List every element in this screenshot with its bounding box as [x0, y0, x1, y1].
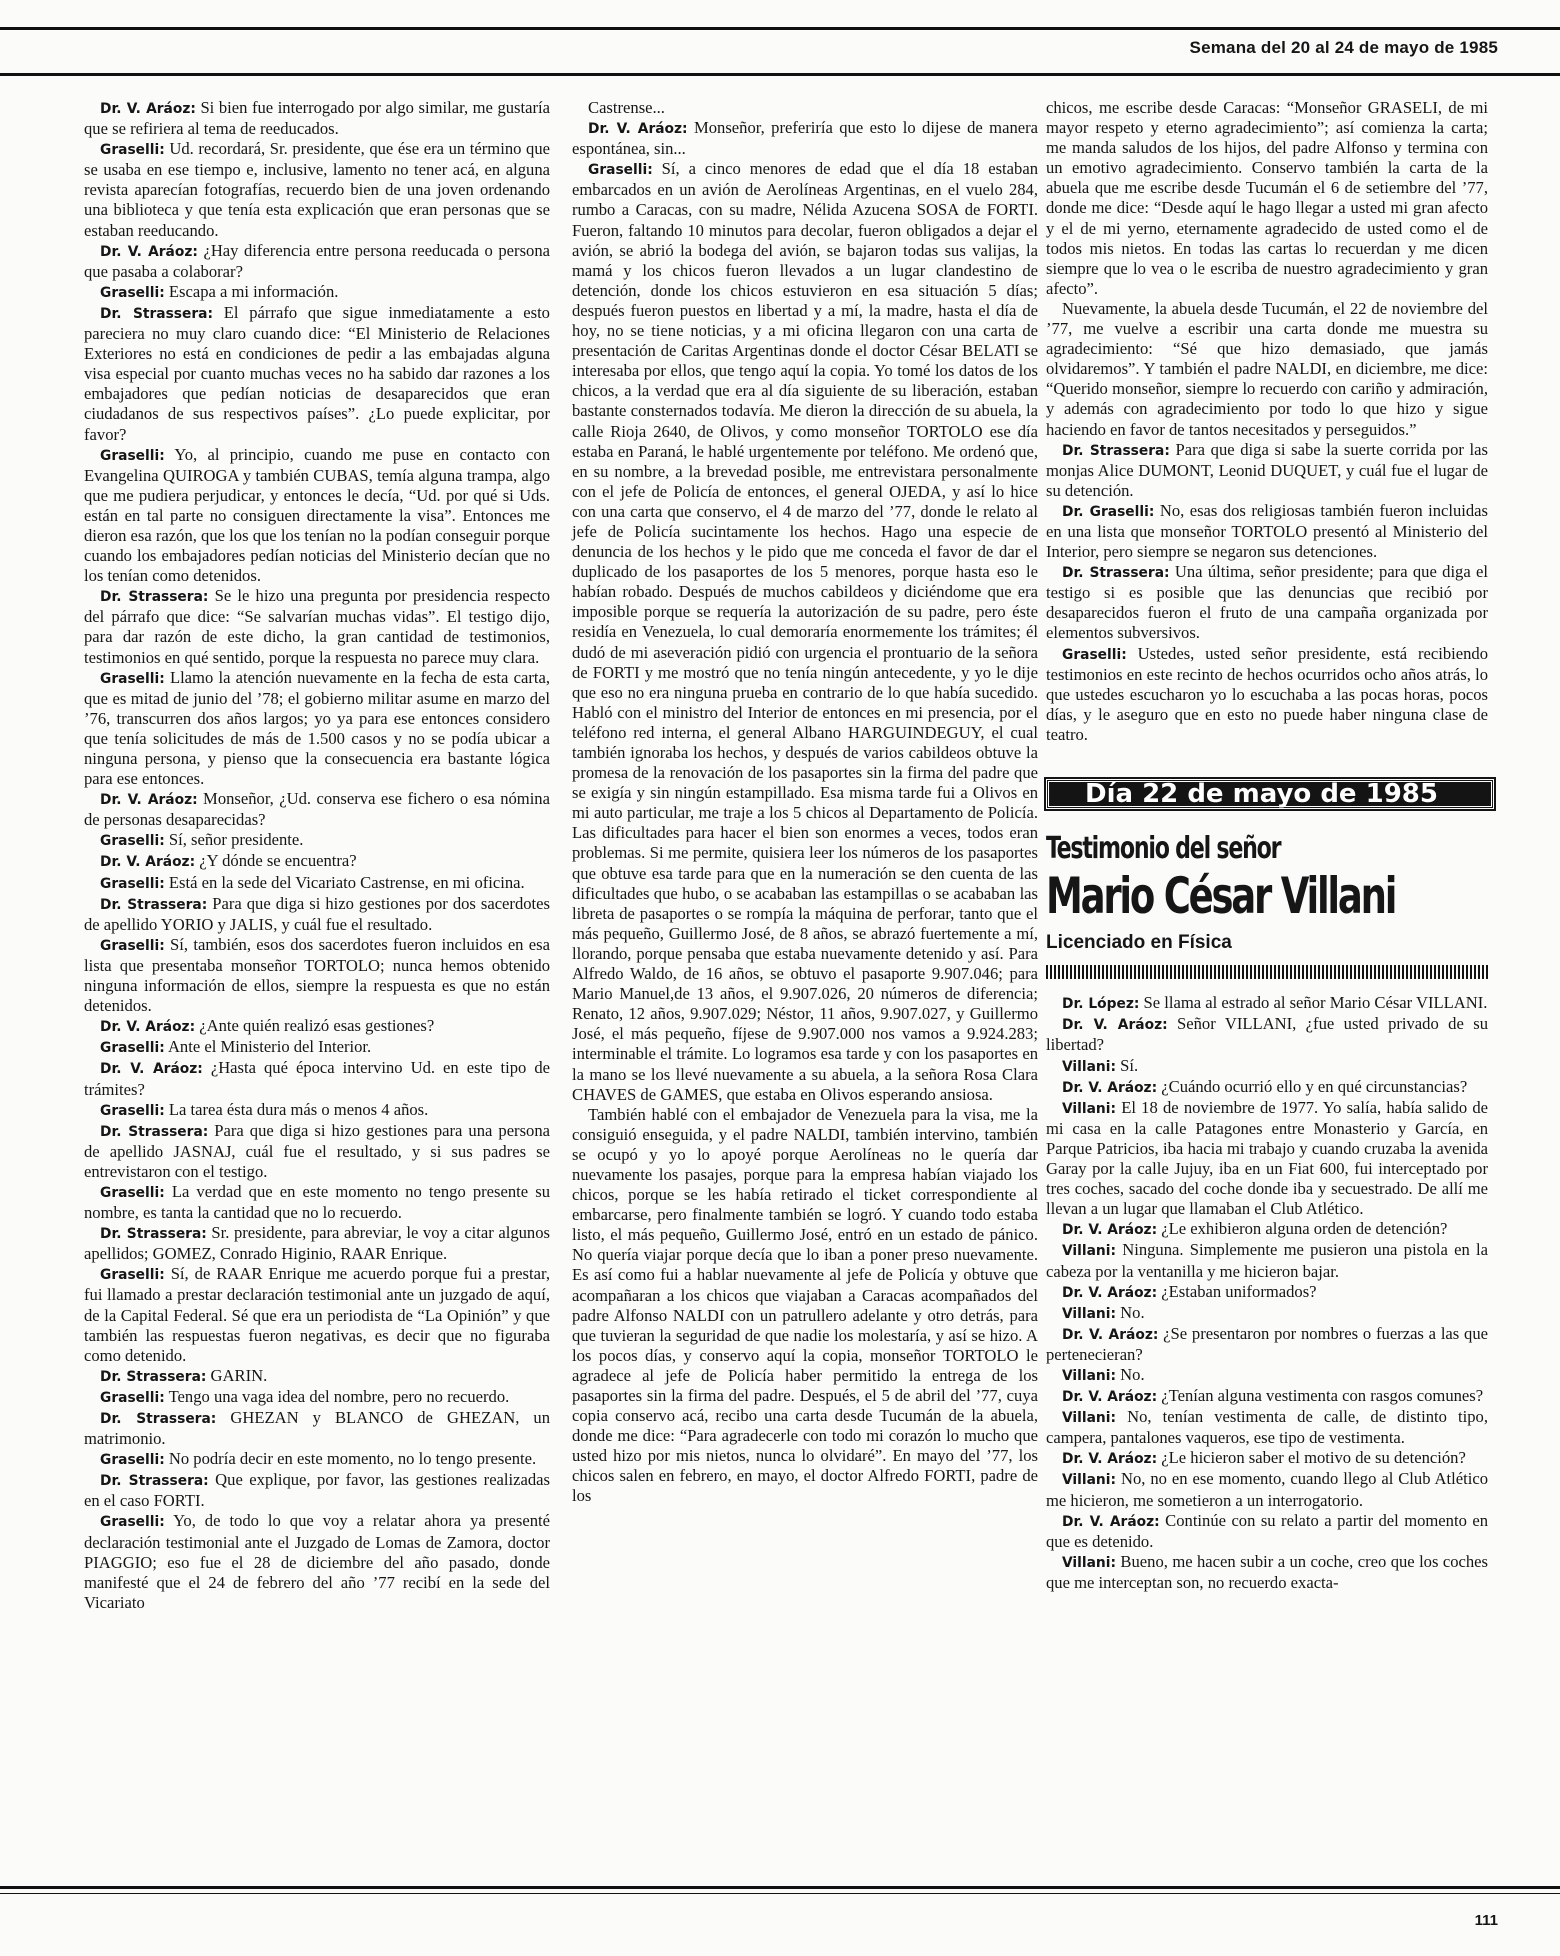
paragraph-text: Se llama al estrado al señor Mario César VILLANI. — [1139, 993, 1488, 1013]
witness-title: Licenciado en Física — [1046, 932, 1232, 954]
paragraph-text: El párrafo que sigue inmediatamente a esto pareciera no muy claro cuando dice: “El Ministerio de Relaciones Exteriores no está en condiciones de pedir a las embajadas alguna visa especial por cuanto muchas veces no ha sabido dar razones a los embajadores que pedían noticias de desaparecidos que eran ciudadanos de sus respectivos países”. ¿Lo puede explicitar, por favor? — [84, 302, 550, 444]
speaker-label: Dr. V. Aráoz: — [1062, 1451, 1158, 1468]
paragraph — [84, 1037, 550, 1058]
speaker-label: Dr. V. Aráoz: — [1062, 1079, 1158, 1096]
speaker-label: Villani: — [1062, 1410, 1117, 1427]
speaker-label: Graselli: — [100, 833, 165, 850]
paragraph-text: Monseñor, preferiría que esto lo dijese de manera espontánea, sin... — [572, 118, 1038, 159]
paragraph-text: Yo, al principio, cuando me puse en contacto con Evangelina QUIROGA y también CUBAS, temía alguna trampa, algo que me pudiera perjudicar, y entonces le decía, “Ud. por qué si Uds. están en tal parte no consiguen directamente la visa”. Entonces me dieron esa razón, que los que los tenían no la podían conseguir porque cuando los embajadores pedían noticias del Ministerio decían que no los tenían como detenidos. — [84, 444, 550, 586]
paragraph-text: GARIN. — [206, 1365, 268, 1385]
running-head: Semana del 20 al 24 de mayo de 1985 — [1189, 38, 1498, 57]
paragraph-text: Para que diga si hizo gestiones por dos sacerdotes de apellido YORIO y JALIS, y cuál fue el resultado. — [84, 893, 550, 934]
paragraph-text: No, no en ese momento, cuando llego al Club Atlético me hicieron, me sometieron a un interrogatorio. — [1046, 1469, 1488, 1510]
paragraph — [1046, 501, 1488, 562]
column-3-lower — [1046, 993, 1488, 1593]
paragraph — [1046, 1303, 1488, 1324]
speaker-label: Graselli: — [100, 1040, 165, 1057]
paragraph-text: ¿Se presentaron por nombres o fuerzas a las que pertenecieran? — [1046, 1323, 1488, 1364]
paragraph-text: ¿Tenían alguna vestimenta con rasgos comunes? — [1157, 1386, 1484, 1406]
paragraph — [1046, 440, 1488, 501]
speaker-label: Dr. V. Aráoz: — [100, 792, 198, 809]
paragraph — [1046, 299, 1488, 440]
speaker-label: Graselli: — [100, 1452, 165, 1469]
paragraph-text: Para que diga si sabe la suerte corrida por las monjas Alice DUMONT, Leonid DUQUET, y cuál fue el lugar de su detención. — [1046, 439, 1488, 500]
speaker-label: Villani: — [1062, 1554, 1117, 1571]
paragraph-text: No, esas dos religiosas también fueron incluidas en una lista que monseñor TORTOLO presentó al Ministerio del Interior, pero siempre se negaron sus detenciones. — [1046, 500, 1489, 562]
paragraph-text: Que explique, por favor, las gestiones realizadas en el caso FORTI. — [84, 1470, 550, 1511]
paragraph — [84, 894, 550, 935]
paragraph-text: Yo, de todo lo que voy a relatar ahora ya presenté declaración testimonial ante el Juzgado de Lomas de Zamora, doctor PIAGGIO; eso fue el 28 de diciembre del año pasado, donde manifesté que el 24 de febrero del año ’77 recibí en la sede del Vicariato — [84, 1511, 550, 1612]
paragraph — [1046, 1324, 1488, 1365]
testimony-heading: Testimonio del señor — [1046, 831, 1281, 867]
speaker-label: Dr. V. Aráoz: — [100, 1061, 203, 1078]
paragraph — [84, 1016, 550, 1037]
paragraph-text: Ante el Ministerio del Interior. — [164, 1037, 372, 1057]
paragraph-text: ¿Hasta qué época intervino Ud. en este tipo de trámites? — [84, 1058, 550, 1099]
paragraph-text: Monseñor, ¿Ud. conserva ese fichero o esa nómina de personas desaparecidas? — [84, 789, 550, 830]
top-rule-thick — [0, 27, 1560, 30]
paragraph — [1046, 1077, 1488, 1098]
paragraph — [1046, 644, 1488, 745]
paragraph-text: ¿Cuándo ocurrió ello y en qué circunstancias? — [1157, 1076, 1468, 1096]
paragraph-text: Sí, también, esos dos sacerdotes fueron incluidos en esa lista que presentaba monseñor TORTOLO; nunca hemos obtenido ninguna información de ellos, siempre la respuesta es que no están detenidos. — [84, 934, 550, 1016]
paragraph — [84, 1470, 550, 1511]
paragraph-text: GHEZAN y BLANCO de GHEZAN, un matrimonio. — [84, 1408, 550, 1449]
paragraph — [1046, 1386, 1488, 1407]
paragraph — [84, 1387, 550, 1408]
paragraph-text: El 18 de noviembre de 1977. Yo salía, había salido de mi casa en la calle Patagones entre Monasterio y García, en Parque Patricios, iba hacia mi trabajo y cuando cruzaba la avenida Garay por la calle Jujuy, iba en un Fiat 600, fui interceptado por tres coches, sacado del coche donde iba y secuestrado. De allí me llevan a un lugar que llamaban el Club Atlético. — [1046, 1097, 1488, 1219]
paragraph — [572, 118, 1038, 159]
paragraph — [84, 98, 550, 139]
speaker-label: Graselli: — [100, 1514, 165, 1531]
speaker-label: Dr. V. Aráoz: — [1062, 1326, 1159, 1343]
speaker-label: Graselli: — [100, 447, 165, 464]
speaker-label: Dr. Strassera: — [100, 1123, 209, 1140]
paragraph — [1046, 1014, 1488, 1055]
paragraph — [84, 1182, 550, 1223]
footer-rule-thick — [0, 1886, 1560, 1889]
speaker-label: Dr. V. Aráoz: — [100, 243, 198, 260]
speaker-label: Dr. V. Aráoz: — [1062, 1222, 1158, 1239]
paragraph-text: No podría decir en este momento, no lo tengo presente. — [164, 1449, 537, 1469]
speaker-label: Graselli: — [588, 162, 653, 179]
speaker-label: Dr. V. Aráoz: — [588, 121, 688, 138]
speaker-label: Graselli: — [100, 1389, 165, 1406]
paragraph-text: Sr. presidente, para abreviar, le voy a citar algunos apellidos; GOMEZ, Conrado Higinio, RAAR Enrique. — [84, 1223, 550, 1264]
speaker-label: Dr. V. Aráoz: — [1062, 1513, 1160, 1530]
paragraph — [1046, 1240, 1488, 1281]
text-column-1 — [84, 98, 550, 1613]
speaker-label: Dr. Strassera: — [100, 1473, 209, 1490]
speaker-label: Graselli: — [100, 1102, 165, 1119]
paragraph-text: Sí, a cinco menores de edad que el día 18 estaban embarcados en un avión de Aerolíneas Argentinas, en el vuelo 284, rumbo a Caracas, con su madre, Nélida Azucena SOSA de FORTI. Fueron, faltando 10 minutos para decolar, fueron obligados a dejar el avión, se abrió la bodega del avión, se bajaron todas sus valijas, la mamá y los chicos fueron llevados a un lugar clandestino de detención, donde los chicos estuvieron en esa situación 5 días; después fueron puestos en libertad y a mí, la madre, hasta el día de hoy, no se tiene noticias, y a mi oficina llegaron con una carta de presentación de Caritas Argentinas donde el doctor César BELATI se interesaba por ellos, que tengo aquí la copia. Yo tomé los datos de los chicos, a la verdad que era al día siguiente de su liberación, estaban bastante consternados todavía. Me dieron la dirección de su abuela, la calle Rioja 2640, de Olivos, y como monseñor TORTOLO ese día estaba en Paraná, le hablé urgentemente por teléfono. Me ordenó que, en su nombre, a la brevedad posible, me entrevistara personalmente con el jefe de Policía de entonces, el general OJEDA, y así lo hice con una carta que conservo, el 4 de marzo del ’77, donde le relato al jefe de Policía sucintamente los hechos. Hago una especie de denuncia de los hechos y le pido que me conceda el favor de dar el duplicado de los pasaportes de los 5 menores, porque hasta eso le habían robado. Después de muchos cabildeos y diciéndome que era imposible porque se requería la autorización de su padre, pero éste residía en Venezuela, lo cual demoraría enormemente los trámites; él dudó de mi aseveración pidió con urgencia el prontuario de la señora de FORTI y me mostró que no tenía ningún antecedente, y yo le dije que eso no era ninguna prueba en contrario de lo que había sucedido. Habló con el ministro del Interior de entonces en mi presencia, por el teléfono red interna, el general Albano HARGUINDEGUY, el cual también ignoraba los hechos, y después de varios cabildeos obtuve la promesa de la renovación de los pasaportes sin la firma del padre que se exigía y sin ningún estampillado. Esa misma tarde fui a Olivos en mi auto particular, me traje a los 5 chicos al Departamento de Policía. Las dificultades para hacer el bien son enormes a veces, todos eran problemas. Si me permite, quisiera leer los números de los pasaportes que obtuve esa tarde para que en la numeración se den cuenta de las dificultades que hubo, o se acababan las estampillas o se acababan las libreta de pasaportes o se rompía la máquina de perforar, tanto que el más pequeño, Guillermo José, de 8 años, se abrazó fuertemente a mí, llorando, porque pensaba que estaba nuevamente detenido y así. Para Alfredo Waldo, de 16 años, se obtuvo el pasaporte 9.907.046; para Mario Manuel,de 13 años, el 9.907.026, 20 números de diferencia; Renato, 12 años, 9.907.029; Néstor, 11 años, 9.907.027, y Guillermo José, el más pequeño, fíjese de 9.907.000 nos vamos a 9.924.283; interminable el trámite. Lo logramos esa tarde y con los pasaportes en la mano se los llevé nuevamente a su abuela, a la señora Rosa Clara CHAVES de GAMES, que estaba en Olivos esperando ansiosa. — [572, 159, 1038, 1104]
paragraph — [1046, 1552, 1488, 1593]
speaker-label: Villani: — [1062, 1472, 1117, 1489]
paragraph — [84, 445, 550, 587]
paragraph — [84, 139, 550, 240]
speaker-label: Villani: — [1062, 1100, 1117, 1117]
paragraph — [1046, 1469, 1488, 1510]
paragraph — [84, 1511, 550, 1612]
paragraph — [84, 668, 550, 790]
paragraph-text: Está en la sede del Vicariato Castrense, en mi oficina. — [164, 872, 525, 892]
paragraph — [84, 586, 550, 667]
paragraph — [1046, 1098, 1488, 1220]
witness-name: Mario César Villani — [1046, 867, 1396, 926]
speaker-label: Graselli: — [100, 284, 165, 301]
speaker-label: Dr. Strassera: — [100, 1368, 207, 1385]
speaker-label: Graselli: — [100, 670, 165, 687]
paragraph — [1046, 1219, 1488, 1240]
speaker-label: Dr. Strassera: — [1062, 565, 1170, 582]
paragraph-text: ¿Hay diferencia entre persona reeducada o persona que pasaba a colaborar? — [84, 240, 550, 281]
speaker-label: Dr. Strassera: — [100, 305, 213, 322]
speaker-label: Graselli: — [100, 937, 165, 954]
paragraph — [84, 1121, 550, 1182]
decorative-bar — [1046, 965, 1488, 979]
paragraph — [84, 1408, 550, 1449]
speaker-label: Dr. Graselli: — [1062, 503, 1155, 520]
paragraph-text: ¿Ante quién realizó esas gestiones? — [195, 1016, 435, 1036]
speaker-label: Dr. V. Aráoz: — [1062, 1389, 1158, 1406]
paragraph — [572, 98, 1038, 118]
paragraph — [84, 1264, 550, 1365]
paragraph — [1046, 1056, 1488, 1077]
speaker-label: Villani: — [1062, 1243, 1117, 1260]
speaker-label: Dr. V. Aráoz: — [1062, 1017, 1168, 1034]
paragraph — [84, 830, 550, 851]
paragraph-text: Llamo la atención nuevamente en la fecha de esta carta, que es mitad de junio del ’78; el gobierno militar asume en marzo del ’76, transcurren dos años largos; yo ya para ese entonces considero que tenía solicitudes de más de 1.500 casos y no se podía ubicar a ninguna persona, y pienso que la consecuencia era bastante lógica para ese entonces. — [84, 667, 550, 789]
speaker-label: Dr. Strassera: — [100, 589, 209, 606]
paragraph-text: Nuevamente, la abuela desde Tucumán, el 22 de noviembre del ’77, me vuelve a escribir una carta donde me muestra su agradecimiento: “Sé que hizo demasiado, que jamás olvidaremos”. Y también el padre NALDI, en diciembre, me dice: “Querido monseñor, siempre lo recuerdo con cariño y admiración, y además con agradecimiento por todo lo que hizo y sigue haciendo en favor de tantos necesitados y perseguidos.” — [1046, 298, 1488, 439]
speaker-label: Graselli: — [1062, 646, 1127, 663]
paragraph — [1046, 1365, 1488, 1386]
header-rule — [0, 73, 1560, 76]
paragraph-text: No. — [1116, 1302, 1145, 1322]
paragraph — [1046, 98, 1488, 299]
paragraph — [572, 159, 1038, 1104]
paragraph-text: Señor VILLANI, ¿fue usted privado de su libertad? — [1046, 1014, 1488, 1055]
paragraph-text: Sí, señor presidente. — [164, 830, 304, 850]
paragraph-text: La verdad que en este momento no tengo presente su nombre, es tanta la cantidad que no lo recuerdo. — [84, 1181, 550, 1223]
paragraph-text: ¿Estaban uniformados? — [1157, 1281, 1317, 1301]
speaker-label: Dr. Strassera: — [100, 1411, 217, 1427]
page-number: 111 — [1474, 1912, 1498, 1929]
paragraph-text: No. — [1116, 1364, 1145, 1384]
speaker-label: Dr. Strassera: — [1062, 442, 1170, 459]
paragraph — [84, 851, 550, 872]
paragraph — [84, 241, 550, 282]
paragraph — [84, 1100, 550, 1121]
paragraph — [1046, 562, 1488, 643]
paragraph — [1046, 1511, 1488, 1552]
speaker-label: Graselli: — [100, 142, 165, 159]
paragraph-text: ¿Le exhibieron alguna orden de detención? — [1157, 1219, 1448, 1239]
text-column-2 — [572, 98, 1038, 1507]
paragraph — [84, 1223, 550, 1264]
paragraph-text: No, tenían vestimenta de calle, de distinto tipo, campera, pantalones vaqueros, ese tipo de vestimenta. — [1046, 1407, 1488, 1448]
paragraph-text: Bueno, me hacen subir a un coche, creo que los coches que me interceptan son, no recuerdo exacta- — [1046, 1551, 1488, 1592]
footer-rule-thin — [0, 1893, 1560, 1894]
paragraph — [84, 303, 550, 445]
column-3-upper — [1046, 98, 1488, 745]
paragraph-text: Continúe con su relato a partir del momento en que es detenido. — [1046, 1510, 1488, 1551]
paragraph — [572, 1105, 1038, 1507]
paragraph-text: Tengo una vaga idea del nombre, pero no recuerdo. — [164, 1386, 510, 1406]
paragraph — [84, 789, 550, 830]
text-column-3 — [1046, 98, 1488, 1593]
paragraph-text: ¿Le hicieron saber el motivo de su detención? — [1157, 1448, 1466, 1468]
paragraph — [84, 1058, 550, 1099]
paragraph-text: Ud. recordará, Sr. presidente, que ése era un término que se usaba en ese tiempo e, inclusive, lamento no tener acá, en alguna revista aparecían fotografías, recuerdo bien de una joven ordenando una biblioteca y que tenía esta explicación que eran personas que se estaban reeducando. — [84, 139, 550, 240]
speaker-label: Villani: — [1062, 1367, 1117, 1384]
speaker-label: Graselli: — [100, 1267, 165, 1284]
paragraph — [1046, 1448, 1488, 1469]
speaker-label: Dr. López: — [1062, 996, 1140, 1013]
speaker-label: Dr. V. Aráoz: — [100, 1019, 196, 1036]
paragraph-text: Sí. — [1116, 1055, 1139, 1075]
paragraph — [84, 1366, 550, 1387]
paragraph-text: Una última, señor presidente; para que diga el testigo si es posible que las denuncias que recibió por desaparecidos fueron el fruto de una campaña organizada por elementos subversivos. — [1046, 562, 1488, 643]
paragraph — [1046, 1407, 1488, 1448]
speaker-label: Dr. V. Aráoz: — [1062, 1284, 1158, 1301]
paragraph-text: También hablé con el embajador de Venezuela para la visa, me la consiguió enseguida, y el padre NALDI, también intervino, también se ocupó y yo lo apoyé porque Aerolíneas no le quería dar nuevamente los pasajes, porque para la empresa habían viajado los chicos, porque se les había retirado el ticket correspondiente al embarcarse, pero finalmente también se logró. Y cuando todo estaba listo, el más pequeño, Guillermo José, entró en un estado de pánico. No quería viajar porque decía que lo iban a poner preso nuevamente. Es así como fui a hablar nuevamente al jefe de Policía y obtuve que acompañaran a los chicos que viajaban a Caracas acompañados del padre Alfonso NALDI con un patrullero adelante y otro detrás, para que tuvieran la seguridad de que nadie los molestaría, y así se hizo. A los pocos días, y conservo aquí la copia, monseñor TORTOLO le agradece al jefe de Policía haber permitido la entrega de los pasaportes sin la firma del padre. Después, el 5 de abril del ’77, cuya copia conservo acá, recibo una carta desde Tucumán de la abuela, donde me dice: “Para agradecerle con todo mi corazón lo mucho que usted hizo por mis nietos, nunca lo olvidaré”. En mayo del ’77, los chicos salen en febrero, en mayo, el doctor Alfredo FORTI, padre de los — [572, 1104, 1038, 1506]
paragraph-text: Escapa a mi información. — [164, 281, 339, 301]
paragraph-text: Se le hizo una pregunta por presidencia respecto del párrafo que dice: “Se salvarían muchas vidas”. El testigo dijo, para dar razón de este dicho, la gran cantidad de testimonios, testimonios en qué sentido, porque la respuesta no parece muy clara. — [84, 586, 550, 667]
paragraph-text: ¿Y dónde se encuentra? — [195, 851, 357, 871]
speaker-label: Villani: — [1062, 1058, 1117, 1075]
paragraph — [1046, 993, 1488, 1014]
paragraph-text: chicos, me escribe desde Caracas: “Monseñor GRASELI, de mi mayor respeto y eterno agradecimiento”; así comienza la carta; me manda saludos de los hijos, del padre Alfonso y termina con un emotivo agradecimiento. Conservo también la carta de la abuela que me escribe desde Tucumán el 6 de setiembre del ’77, donde me dice: “Desde aquí le hago llegar a usted mi gran afecto y el de mi yerno, eternamente agradecido de usted como el de todos mis nietos. En todas las cartas lo recuerdan y me dicen siempre que lo vea o le escriba de nuestro agradecimiento y gran afecto”. — [1046, 98, 1488, 298]
speaker-label: Dr. Strassera: — [100, 1226, 207, 1243]
speaker-label: Dr. Strassera: — [100, 896, 208, 913]
day-banner: Día 22 de mayo de 1985 — [1046, 779, 1494, 809]
paragraph-text: La tarea ésta dura más o menos 4 años. — [164, 1099, 429, 1119]
paragraph — [84, 935, 550, 1016]
paragraph — [84, 1449, 550, 1470]
paragraph-text: Si bien fue interrogado por algo similar, me gustaría que se refiriera al tema de reeducados. — [84, 98, 550, 139]
paragraph — [84, 873, 550, 894]
paragraph-text: Sí, de RAAR Enrique me acuerdo porque fui a prestar, fui llamado a prestar declaración testimonial ante un juzgado de aquí, de la Capital Federal. Sé que era un periodista de “La Opinión” y que también las respuestas fueron negativas, es decir que no figuraba como detenido. — [84, 1264, 550, 1365]
paragraph-text: Castrense... — [588, 98, 665, 117]
speaker-label: Dr. V. Aráoz: — [100, 854, 196, 871]
paragraph-text: Para que diga si hizo gestiones para una persona de apellido JASNAJ, cuál fue el resultado, y si sus padres se entrevistaron con el testigo. — [84, 1120, 551, 1181]
paragraph — [84, 282, 550, 303]
speaker-label: Graselli: — [100, 1184, 165, 1201]
paragraph-text: Ustedes, usted señor presidente, está recibiendo testimonios en este recinto de hechos ocurridos ocho años atrás, lo que ustedes escucharon yo lo escuchaba a las pocas horas, pocos días, y le aseguro que en esto no puede haber ninguna clase de teatro. — [1046, 643, 1488, 744]
paragraph — [1046, 1282, 1488, 1303]
speaker-label: Graselli: — [100, 875, 165, 892]
speaker-label: Villani: — [1062, 1305, 1117, 1322]
paragraph-text: Ninguna. Simplemente me pusieron una pistola en la cabeza por la ventanilla y me hicieron bajar. — [1046, 1240, 1488, 1281]
speaker-label: Dr. V. Aráoz: — [100, 101, 196, 117]
